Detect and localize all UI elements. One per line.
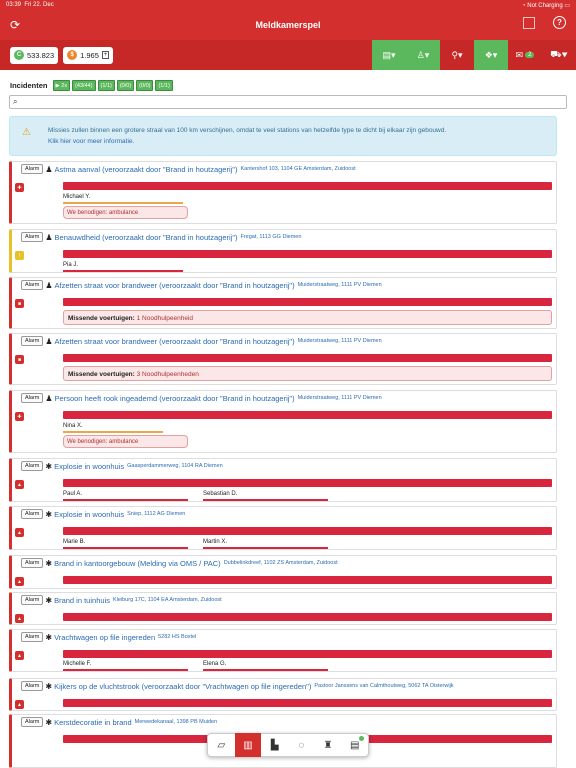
expand-icon[interactable] [523,17,535,29]
status-bar [0,0,576,10]
fire-mission-icon: ▲ [15,614,24,623]
credits-icon: C [14,50,24,60]
mission-address: Dubbelinkdreef, 1102 ZS Amsterdam, Zuidoost [223,560,338,566]
mission-address: Gaasperdammerweg, 1104 RA Diemen [127,463,223,469]
progress-bar [63,527,552,535]
messages-badge: 2 [525,52,534,58]
progress-bar [63,250,552,258]
gift-icon: ❖▾ [484,49,498,60]
user-icon: ♙▾ [416,49,430,60]
refresh-icon[interactable]: ⟳ [10,18,21,32]
mission-address: Pastoor Janssens van Calmthoutweg, 5062 TA Oisterwijk [314,683,454,689]
chat-icon[interactable]: ◌ [298,739,305,751]
filter-label: Incidenten [10,81,48,90]
fire-mission-icon: ▲ [15,700,24,709]
missing-vehicles: Missende voertuigen: 3 Noodhulpeenheden [63,366,552,381]
notification-dot [359,736,364,741]
progress-bar [63,650,552,658]
alarm-button[interactable]: Alarm [21,461,43,471]
person-icon: ♟ [45,393,53,403]
fire-icon: ✱ [45,717,53,727]
mail-icon: ✉ [515,49,524,60]
progress-bar [63,479,552,487]
unit-name: Martin X. [203,539,228,545]
progress-bar [63,298,552,306]
mission-type-icon: ! [15,251,24,260]
fire-icon: ✱ [45,681,53,691]
bottom-dock [207,733,369,757]
alliance-icon[interactable]: ♜ [323,739,333,751]
mission-title[interactable]: Persoon heeft rook ingeademd (veroorzaakt door "Brand in houtzagerij") [54,393,295,403]
mission-title[interactable]: Explosie in woonhuis [54,461,125,471]
fire-icon: ✱ [45,632,53,642]
mission-title[interactable]: Benauwdheid (veroorzaakt door "Brand in houtzagerij") [54,232,238,242]
unit-progress [203,499,328,501]
mission-card[interactable] [9,333,557,385]
mission-title[interactable]: Explosie in woonhuis [54,509,125,519]
warning-icon: ⚠ [22,127,31,138]
coin-icon: $ [67,50,77,60]
alarm-button[interactable]: Alarm [21,509,43,519]
shop-menu-button[interactable] [474,40,508,70]
person-icon: ♟ [45,280,53,290]
mission-title[interactable]: Brand in tuinhuis [54,595,110,605]
alarm-button[interactable]: Alarm [21,280,43,290]
buildings-icon[interactable]: ▙ [270,739,279,751]
person-icon: ♟ [45,232,53,242]
unit-name: Pia J. [63,262,79,268]
coins-pill[interactable]: $ 1.965 + [63,47,113,64]
unit-name: Michelle F. [63,661,92,667]
car-icon: ⛟▾ [550,49,568,59]
search-input[interactable] [9,95,567,109]
unit-progress [203,669,328,671]
filter-speed-button[interactable]: ▶ 2x [53,80,71,91]
mission-address: Fregat, 1113 GG Diemen [240,234,302,240]
alarm-button[interactable]: Alarm [21,336,43,346]
alarm-button[interactable]: Alarm [21,232,43,242]
alarm-button[interactable]: Alarm [21,164,43,174]
mission-address: 5282 HS Boxtel [158,634,197,640]
top-toolbar [0,40,576,70]
missing-vehicles: Missende voertuigen: 1 Noodhulpeenheid [63,310,552,325]
title-bar [0,10,576,40]
unit-name: Paul A. [63,491,83,497]
progress-bar [63,354,552,362]
unit-progress [203,547,328,549]
alert-text: Missies zullen binnen een grotere straal van 100 km verschijnen, omdat te veel stations van hetzelfde type te dicht bij elkaar zijn gebouwd. [48,127,447,134]
mission-address: Sniep, 1112 AG Diemen [127,511,186,517]
fire-mission-icon: ▲ [15,577,24,586]
progress-bar [63,182,552,190]
battery-icon: ▭ [564,2,570,9]
credits-pill[interactable]: C 533.823 [10,47,58,64]
progress-bar [63,613,552,621]
fire-icon: ✱ [45,461,53,471]
needs-notice: We benodigen: ambulance [63,435,188,448]
progress-bar [63,699,552,707]
unit-name: Nina X. [63,423,83,429]
mission-title[interactable]: Kerstdecoratie in brand [54,717,132,727]
fire-mission-icon: ▲ [15,651,24,660]
alarm-button[interactable]: Alarm [21,595,43,605]
mission-address: Muiderstraatweg, 1111 PV Diemen [297,338,382,344]
page-title: Meldkamerspel [255,20,321,30]
unit-name: Elena G. [203,661,227,667]
mission-card[interactable] [9,555,557,589]
plus-icon[interactable]: + [103,52,108,58]
police-icon: ■ [15,355,24,364]
progress-bar [63,576,552,584]
filter-event-button[interactable]: (0/0) [136,80,153,91]
incident-filter [10,80,173,91]
alarm-button[interactable]: Alarm [21,393,43,403]
alert-link[interactable]: Klik hier voor meer informatie. [48,138,135,145]
missions-list-icon[interactable]: ▥ [235,733,262,757]
filter-timed-button[interactable]: (1/1) [155,80,172,91]
mission-address: Kleiburg 17C, 1104 EA Amsterdam, Zuidoost [112,597,222,603]
missions-menu-button[interactable] [372,40,406,70]
filter-emergency-button[interactable]: (43/44) [72,80,95,91]
alarm-button[interactable]: Alarm [21,632,43,642]
needs-notice: We benodigen: ambulance [63,206,188,219]
fire-mission-icon: ▲ [15,480,24,489]
network-icon: ⚲▾ [451,49,463,60]
mission-title[interactable]: Kijkers op de vluchtstrook (veroorzaakt door "Vrachtwagen op file ingereden") [54,681,312,691]
police-icon: ■ [15,299,24,308]
profile-menu-button[interactable] [406,40,440,70]
status-time: 03:39 Fri 22. Dec [6,2,54,8]
mission-address: Muiderstraatweg, 1111 PV Diemen [297,395,382,401]
list-icon: ▤▾ [382,49,396,60]
unit-name: Marie B. [63,539,86,545]
log-icon[interactable]: ▤ [341,733,368,757]
person-icon: ♟ [45,336,53,346]
mission-card[interactable] [9,390,557,453]
filter-planned-button[interactable]: (0/0) [117,80,134,91]
alliance-menu-button[interactable] [440,40,474,70]
mission-address: Merwedekanaal, 1398 PB Muiden [134,719,218,725]
ambulance-icon: ✚ [15,183,24,192]
mission-address: Kantershof 103, 1104 GE Amsterdam, Zuidoost [240,166,356,172]
unit-progress [63,499,188,501]
mission-card[interactable] [9,458,557,502]
mission-title[interactable]: Astma aanval (veroorzaakt door "Brand in houtzagerij") [54,164,238,174]
mission-card[interactable] [9,592,557,625]
mission-card[interactable] [9,277,557,329]
info-alert [9,116,557,156]
mission-title[interactable]: Brand in kantoorgebouw (Melding via OMS / PAC) [54,558,221,568]
unit-name: Michael Y. [63,194,91,200]
filter-transport-button[interactable]: (1/1) [98,80,115,91]
mission-card[interactable] [9,229,557,273]
mission-title[interactable]: Afzetten straat voor brandweer (veroorzaakt door "Brand in houtzagerij") [54,336,295,346]
fire-icon: ✱ [45,558,53,568]
mission-card[interactable] [9,678,557,711]
unit-progress [63,270,183,272]
mission-card[interactable] [9,161,557,224]
wifi-icon: ◔ [522,2,526,9]
status-right: ◔ Not Charging ▭ [522,2,570,9]
alarm-button[interactable]: Alarm [21,681,43,691]
map-icon[interactable]: ▱ [217,739,226,751]
alarm-button[interactable]: Alarm [21,558,43,568]
search-icon: ⌕ [13,97,18,106]
ambulance-icon: ✚ [15,412,24,421]
unit-progress [63,669,188,671]
unit-progress [63,202,183,204]
fire-icon: ✱ [45,509,53,519]
person-icon: ♟ [45,164,53,174]
unit-progress [63,431,163,433]
messages-button[interactable] [508,40,542,70]
fire-icon: ✱ [45,595,53,605]
mission-title[interactable]: Afzetten straat voor brandweer (veroorzaakt door "Brand in houtzagerij") [54,280,295,290]
alarm-button[interactable]: Alarm [21,717,43,727]
progress-bar [63,411,552,419]
vehicles-menu-button[interactable] [542,40,576,70]
unit-progress [63,547,188,549]
mission-card[interactable] [9,506,557,550]
mission-title[interactable]: Vrachtwagen op file ingereden [54,632,156,642]
unit-name: Sebastian D. [203,491,238,497]
help-icon[interactable]: ? [553,16,566,29]
mission-address: Muiderstraatweg, 1111 PV Diemen [297,282,382,288]
fire-mission-icon: ▲ [15,528,24,537]
mission-card[interactable] [9,629,557,672]
